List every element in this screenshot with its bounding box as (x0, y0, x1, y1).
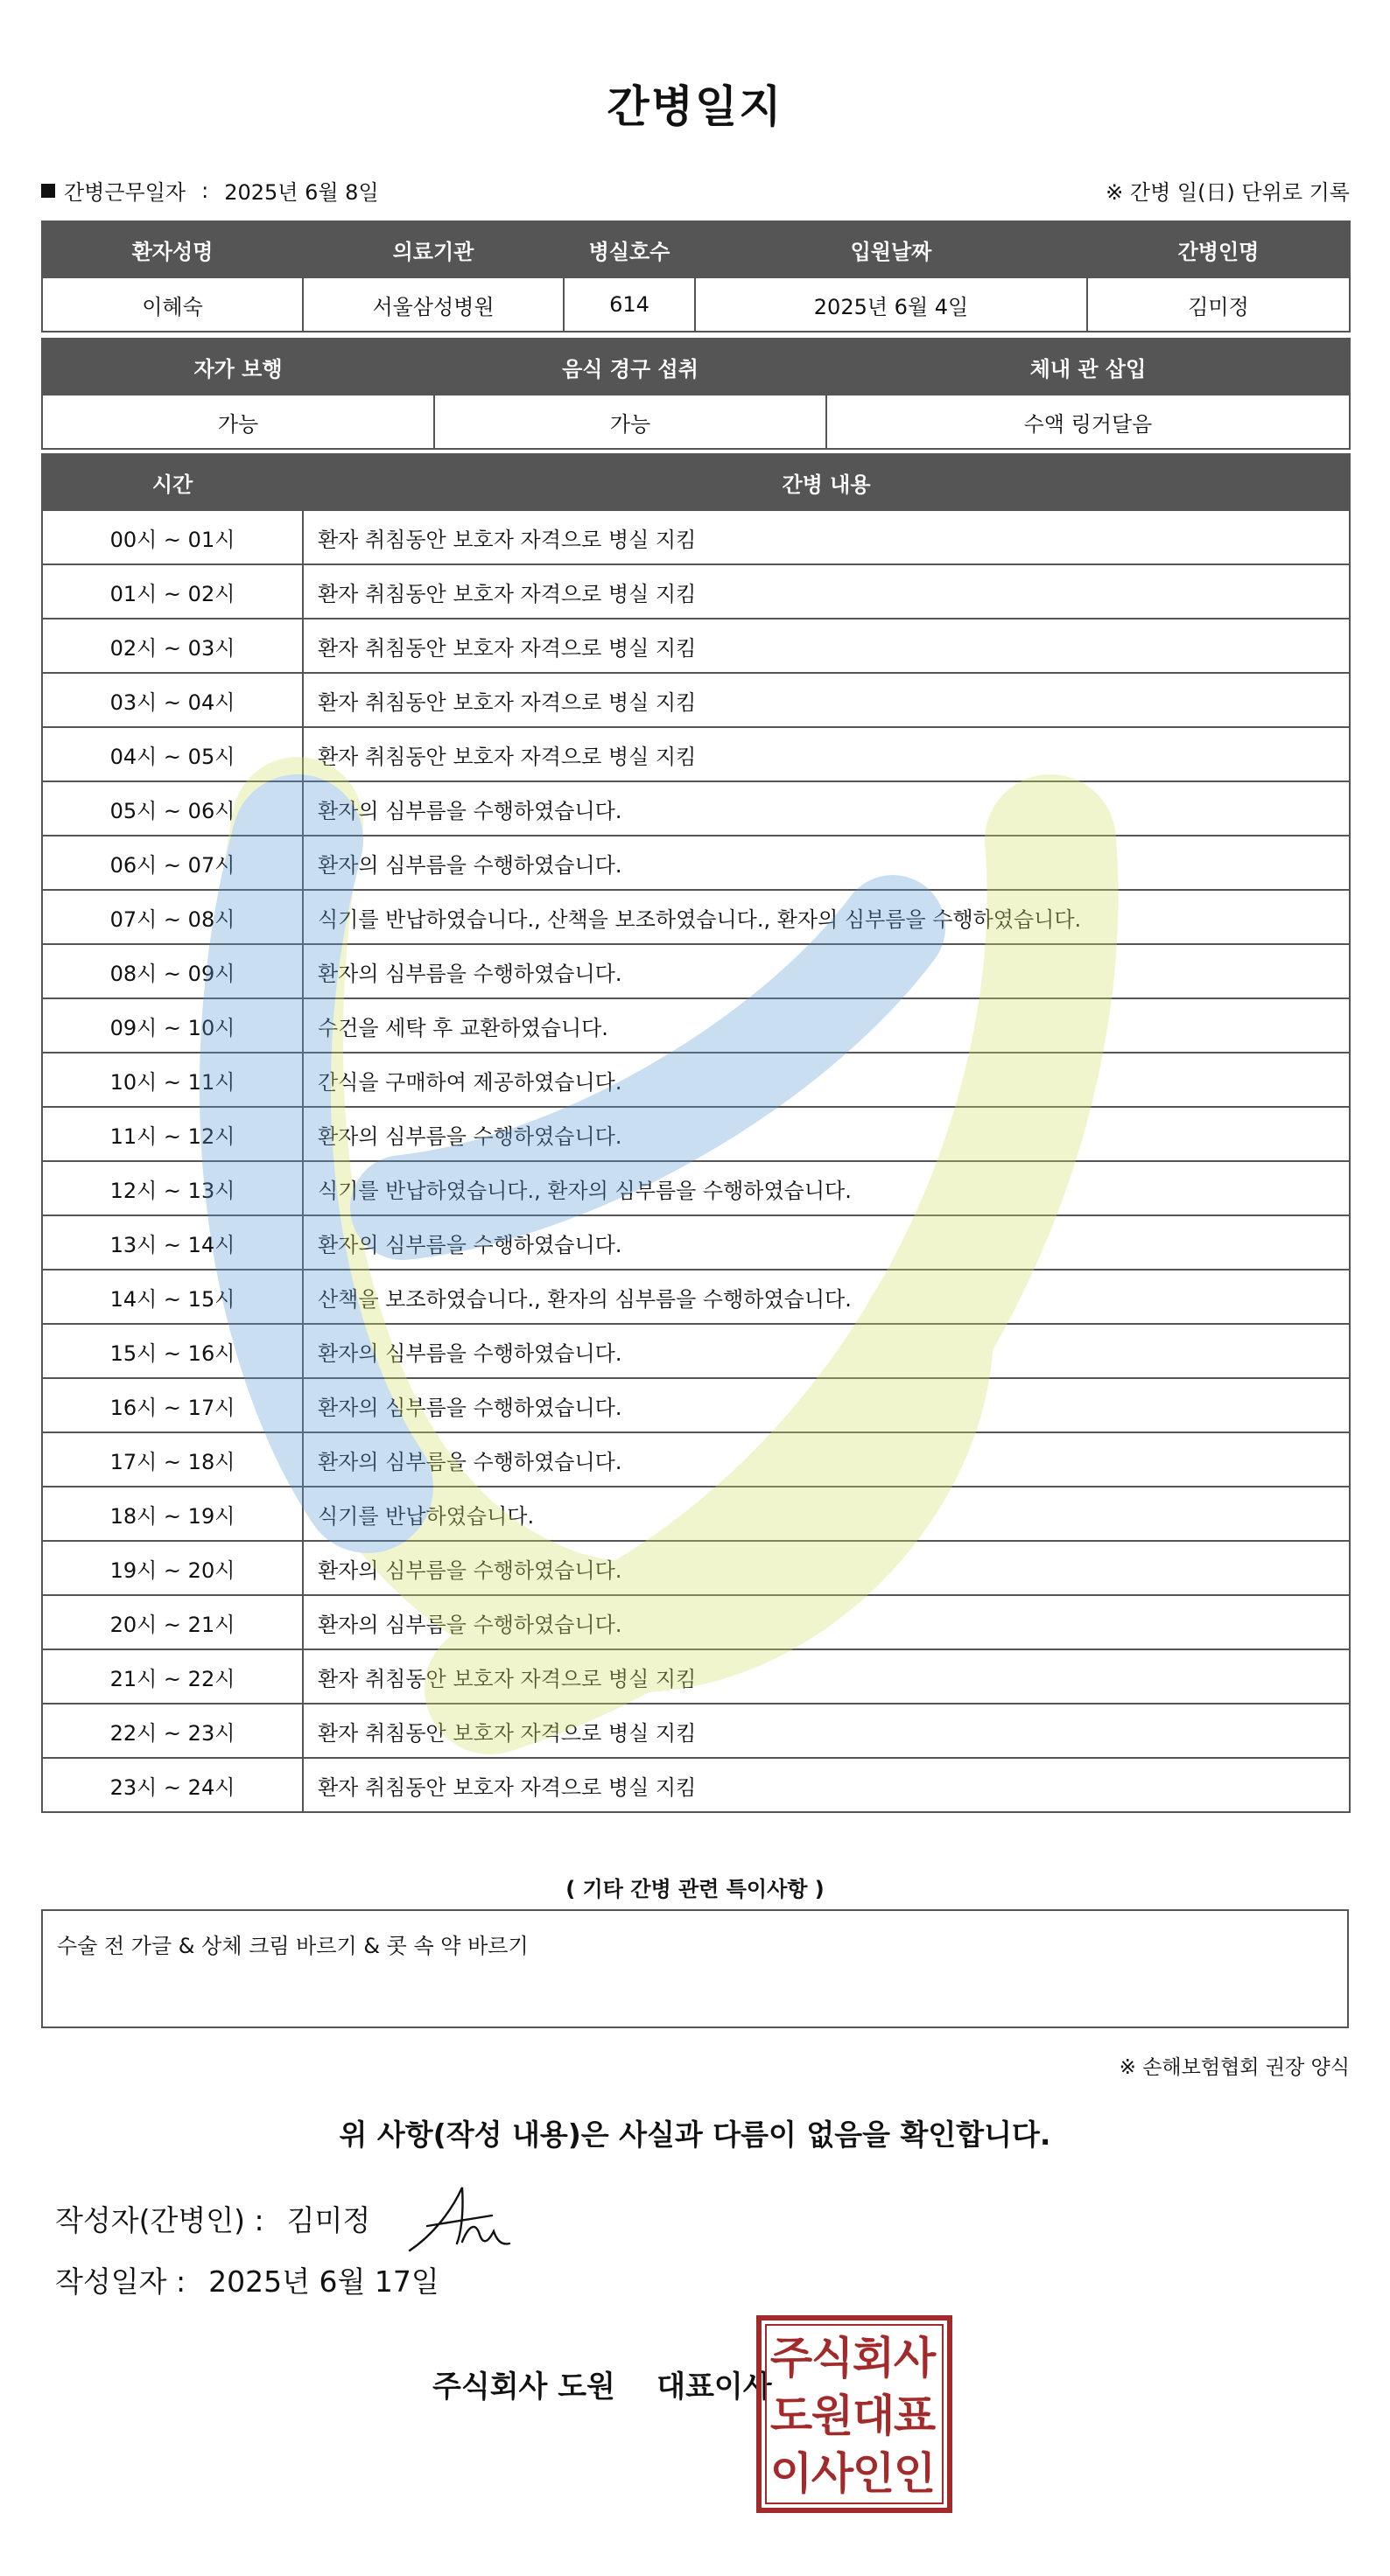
log-time: 02시 ~ 03시 (42, 619, 303, 673)
care-log-row (42, 727, 1350, 781)
care-log-row (42, 781, 1350, 836)
care-log-row (42, 1270, 1350, 1324)
svg-text:도: 도 (769, 2390, 813, 2441)
care-log-row (42, 1161, 1350, 1215)
svg-text:표: 표 (893, 2390, 937, 2441)
log-time: 08시 ~ 09시 (42, 944, 303, 998)
record-note: ※ 간병 일(日) 단위로 기록 (1106, 180, 1350, 205)
writer-name: 김미정 (286, 2203, 371, 2237)
log-time: 11시 ~ 12시 (42, 1107, 303, 1161)
log-time: 12시 ~ 13시 (42, 1161, 303, 1215)
log-content: 환자의 심부름을 수행하였습니다. (303, 1107, 1350, 1161)
svg-text:이: 이 (769, 2448, 813, 2499)
log-content: 산책을 보조하였습니다., 환자의 심부름을 수행하였습니다. (303, 1270, 1350, 1324)
log-time: 20시 ~ 21시 (42, 1595, 303, 1649)
notes-title: ( 기타 간병 관련 특이사항 ) (565, 1877, 825, 1901)
care-log-row (42, 1758, 1350, 1812)
svg-text:사: 사 (893, 2333, 937, 2384)
care-log-row (42, 510, 1350, 564)
svg-text:식: 식 (811, 2333, 854, 2384)
oral-intake-value: 가능 (434, 395, 826, 449)
care-log-row (42, 1595, 1350, 1649)
log-content: 식기를 반납하였습니다., 환자의 심부름을 수행하였습니다. (303, 1161, 1350, 1215)
company-seal-stamp (756, 2315, 952, 2513)
tube-header: 체내 관 삽입 (826, 339, 1350, 395)
care-log-row (42, 1324, 1350, 1378)
care-log-body (42, 510, 1350, 1812)
log-content: 환자 취침동안 보호자 자격으로 병실 지킴 (303, 727, 1350, 781)
care-log-row (42, 944, 1350, 998)
care-log-row (42, 1704, 1350, 1758)
care-log-row (42, 1432, 1350, 1487)
care-log-row (42, 1487, 1350, 1541)
svg-text:인: 인 (893, 2448, 937, 2499)
log-content: 환자의 심부름을 수행하였습니다. (303, 944, 1350, 998)
patient-info-table (41, 220, 1351, 332)
log-time: 22시 ~ 23시 (42, 1704, 303, 1758)
care-log-row (42, 1053, 1350, 1107)
hospital-header: 의료기관 (303, 221, 564, 277)
svg-text:원: 원 (811, 2390, 854, 2441)
content-header: 간병 내용 (303, 454, 1350, 510)
care-log-row (42, 1541, 1350, 1595)
work-date-label: 간병근무일자 (64, 180, 186, 205)
date-row (55, 2259, 439, 2300)
log-content: 환자의 심부름을 수행하였습니다. (303, 1215, 1350, 1270)
room-header: 병실호수 (564, 221, 695, 277)
care-log-row (42, 619, 1350, 673)
patient-info-value-row (42, 277, 1350, 332)
log-time: 15시 ~ 16시 (42, 1324, 303, 1378)
log-time: 00시 ~ 01시 (42, 510, 303, 564)
bullet-square-icon (41, 184, 55, 198)
status-value-row (42, 395, 1350, 449)
log-content: 식기를 반납하였습니다. (303, 1487, 1350, 1541)
notes-text: 수술 전 가글 & 상체 크림 바르기 & 콧 속 약 바르기 (57, 1934, 529, 1958)
handwritten-signature (401, 2180, 532, 2261)
oral-intake-header: 음식 경구 섭취 (434, 339, 826, 395)
log-content: 환자 취침동안 보호자 자격으로 병실 지킴 (303, 1704, 1350, 1758)
notes-box (41, 1909, 1349, 2028)
status-info-table (41, 338, 1351, 450)
tube-value: 수액 링거달음 (826, 395, 1350, 449)
log-time: 23시 ~ 24시 (42, 1758, 303, 1812)
work-date (41, 175, 379, 206)
log-time: 19시 ~ 20시 (42, 1541, 303, 1595)
walking-value: 가능 (42, 395, 434, 449)
admission-date: 2025년 6월 4일 (695, 277, 1087, 332)
log-content: 환자의 심부름을 수행하였습니다. (303, 1541, 1350, 1595)
patient-name-header: 환자성명 (42, 221, 303, 277)
care-log-row (42, 564, 1350, 619)
log-content: 수건을 세탁 후 교환하였습니다. (303, 998, 1350, 1053)
log-time: 01시 ~ 02시 (42, 564, 303, 619)
caregiver-name: 김미정 (1087, 277, 1350, 332)
svg-text:주: 주 (769, 2333, 813, 2384)
date-label: 작성일자 : (55, 2264, 186, 2299)
page-title: 간병일지 (607, 81, 783, 132)
company-name: 주식회사 도원 대표이사 (432, 2370, 772, 2404)
work-date-separator: : (201, 178, 209, 203)
time-header: 시간 (42, 454, 303, 510)
status-header-row (42, 339, 1350, 395)
work-date-value: 2025년 6월 8일 (224, 180, 379, 205)
log-content: 환자 취침동안 보호자 자격으로 병실 지킴 (303, 1758, 1350, 1812)
log-time: 17시 ~ 18시 (42, 1432, 303, 1487)
caregiver-header: 간병인명 (1087, 221, 1350, 277)
log-time: 06시 ~ 07시 (42, 836, 303, 890)
log-content: 환자의 심부름을 수행하였습니다. (303, 1432, 1350, 1487)
form-note: ※ 손해보험협회 권장 양식 (1119, 2056, 1350, 2079)
log-content: 환자의 심부름을 수행하였습니다. (303, 781, 1350, 836)
log-content: 환자의 심부름을 수행하였습니다. (303, 1324, 1350, 1378)
svg-text:대: 대 (852, 2390, 895, 2441)
log-time: 05시 ~ 06시 (42, 781, 303, 836)
care-log-table (41, 453, 1351, 1813)
log-time: 10시 ~ 11시 (42, 1053, 303, 1107)
log-content: 환자의 심부름을 수행하였습니다. (303, 1378, 1350, 1432)
patient-info-header-row (42, 221, 1350, 277)
log-time: 16시 ~ 17시 (42, 1378, 303, 1432)
care-log-row (42, 890, 1350, 944)
walking-header: 자가 보행 (42, 339, 434, 395)
care-log-row (42, 1215, 1350, 1270)
svg-text:사: 사 (811, 2448, 854, 2499)
room-number: 614 (564, 277, 695, 332)
care-log-row (42, 673, 1350, 727)
log-time: 03시 ~ 04시 (42, 673, 303, 727)
log-content: 환자 취침동안 보호자 자격으로 병실 지킴 (303, 564, 1350, 619)
care-log-row (42, 1649, 1350, 1704)
care-log-header-row (42, 454, 1350, 510)
care-log-row (42, 836, 1350, 890)
log-time: 18시 ~ 19시 (42, 1487, 303, 1541)
hospital-name: 서울삼성병원 (303, 277, 564, 332)
log-time: 09시 ~ 10시 (42, 998, 303, 1053)
log-content: 환자의 심부름을 수행하였습니다. (303, 1595, 1350, 1649)
log-time: 13시 ~ 14시 (42, 1215, 303, 1270)
log-content: 식기를 반납하였습니다., 산책을 보조하였습니다., 환자의 심부름을 수행하였습니다. (303, 890, 1350, 944)
care-log-row (42, 1378, 1350, 1432)
log-content: 환자 취침동안 보호자 자격으로 병실 지킴 (303, 510, 1350, 564)
log-content: 환자 취침동안 보호자 자격으로 병실 지킴 (303, 619, 1350, 673)
log-time: 21시 ~ 22시 (42, 1649, 303, 1704)
log-time: 04시 ~ 05시 (42, 727, 303, 781)
patient-name: 이혜숙 (42, 277, 303, 332)
care-log-row (42, 998, 1350, 1053)
log-time: 07시 ~ 08시 (42, 890, 303, 944)
confirmation-statement: 위 사항(작성 내용)은 사실과 다름이 없음을 확인합니다. (339, 2118, 1051, 2152)
svg-text:인: 인 (852, 2448, 895, 2499)
log-time: 14시 ~ 15시 (42, 1270, 303, 1324)
writer-row (55, 2198, 370, 2239)
write-date: 2025년 6월 17일 (208, 2264, 439, 2299)
log-content: 환자 취침동안 보호자 자격으로 병실 지킴 (303, 673, 1350, 727)
writer-label: 작성자(간병인) : (55, 2203, 264, 2237)
log-content: 간식을 구매하여 제공하였습니다. (303, 1053, 1350, 1107)
log-content: 환자 취침동안 보호자 자격으로 병실 지킴 (303, 1649, 1350, 1704)
admission-date-header: 입원날짜 (695, 221, 1087, 277)
svg-text:회: 회 (852, 2333, 895, 2384)
care-log-row (42, 1107, 1350, 1161)
log-content: 환자의 심부름을 수행하였습니다. (303, 836, 1350, 890)
